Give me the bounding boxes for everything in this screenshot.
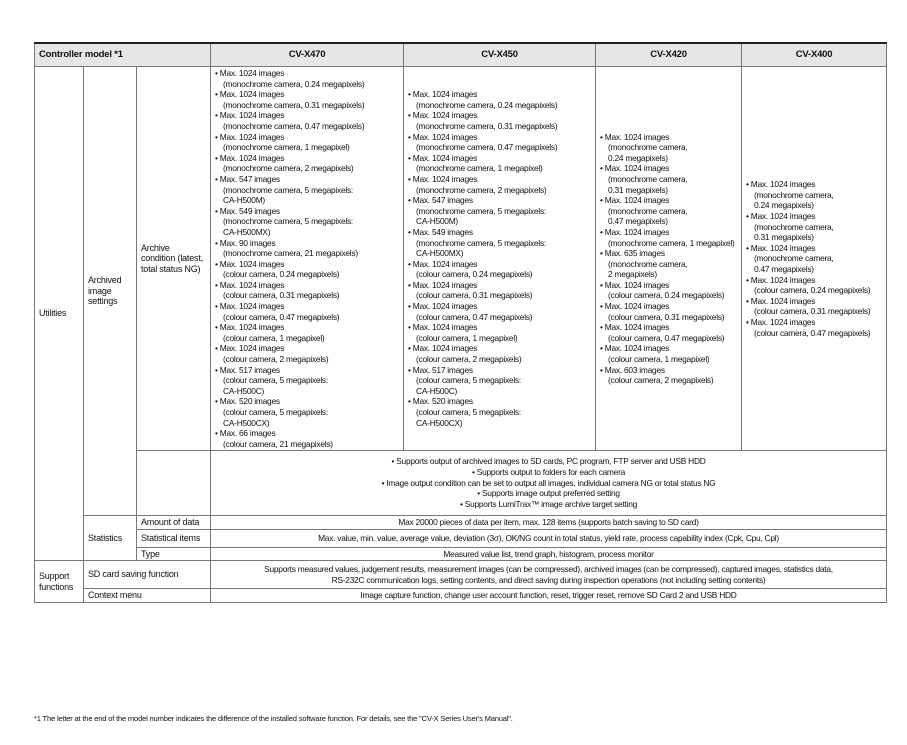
list-item-line: CA-H500M) <box>223 195 265 206</box>
archive-common-list <box>215 456 882 509</box>
cv-x450-archive-cell <box>404 67 596 451</box>
list-item-line: (monochrome camera, <box>608 142 688 153</box>
list-item <box>408 343 591 364</box>
list-item-line: Max. 517 images <box>412 364 473 375</box>
model-cv-x470: CV-X470 <box>211 43 404 67</box>
list-item-line: CA-H500MX) <box>223 226 271 237</box>
statistics-row-items <box>35 529 887 547</box>
list-item-line: Max. 1024 images <box>219 110 285 121</box>
list-item-line: Max. 547 images <box>219 173 280 184</box>
list-item <box>408 396 591 428</box>
list-item <box>408 132 591 153</box>
list-item-line: (monochrome camera, 2 megapixels) <box>223 163 354 174</box>
archived-image-settings-label: Archived image settings <box>84 67 137 516</box>
list-item-line: CA-H500C) <box>223 385 265 396</box>
model-cv-x400: CV-X400 <box>742 43 887 67</box>
list-item-line: Max. 1024 images <box>750 274 816 285</box>
list-item-line: Max. 1024 images <box>750 179 816 190</box>
archive-condition-row <box>35 67 887 451</box>
list-item-line: Max. 1024 images <box>604 226 670 237</box>
list-item <box>746 211 882 243</box>
archive-common-row <box>35 451 887 516</box>
list-item <box>600 132 737 164</box>
list-item-line: (colour camera, 0.24 megapixels) <box>754 285 871 296</box>
type-value: Measured value list, trend graph, histogram, process monitor <box>211 547 887 561</box>
list-item-line: Max. 1024 images <box>412 322 478 333</box>
list-item-line: (monochrome camera, 0.24 megapixels) <box>223 78 365 89</box>
list-item-line: (monochrome camera, 5 megapixels: <box>223 184 354 195</box>
list-item-line: (colour camera, 1 megapixel) <box>608 354 710 365</box>
archive-condition-label: Archive condition (latest, total status NG) <box>137 67 211 451</box>
list-item-line: CA-H500CX) <box>416 417 463 428</box>
list-item <box>215 68 399 89</box>
list-item <box>215 396 399 428</box>
list-item <box>215 89 399 110</box>
list-item <box>746 243 882 275</box>
list-item <box>215 280 399 301</box>
list-item-line: (monochrome camera, <box>754 253 834 264</box>
sd-card-line-1: Supports measured values, judgement results, measurement images (can be compressed), archived images (can be compressed), captured images, statistics data, <box>264 564 833 575</box>
list-item-line: Max. 1024 images <box>219 301 285 312</box>
statistical-items-value: Max. value, min. value, average value, deviation (3σ), OK/NG count in total status, yield rate, process capability index (Cpk, Cpu, Cpl) <box>211 529 887 547</box>
controller-model-label: Controller model *1 <box>35 43 211 67</box>
statistics-row-type <box>35 547 887 561</box>
list-item <box>600 163 737 195</box>
model-cv-x450: CV-X450 <box>404 43 596 67</box>
list-item-line: Max. 1024 images <box>412 258 478 269</box>
list-item: • Supports output to folders for each camera <box>215 467 882 478</box>
statistical-items-label: Statistical items <box>137 529 211 547</box>
spec-table <box>34 42 887 603</box>
list-item-line: Max. 1024 images <box>604 279 670 290</box>
list-item-line: (colour camera, 0.47 megapixels) <box>608 332 725 343</box>
list-item-line: 2 megapixels) <box>608 269 657 280</box>
list-item <box>215 365 399 397</box>
list-item-line: Max. 1024 images <box>604 322 670 333</box>
list-item-line: (colour camera, 5 megapixels: <box>223 407 328 417</box>
header-row <box>35 43 887 67</box>
list-item-line: (colour camera, 21 megapixels) <box>223 438 333 449</box>
list-item-line: (colour camera, 5 megapixels: <box>416 375 521 386</box>
cv-x470-archive-cell <box>211 67 404 451</box>
list-item <box>215 153 399 174</box>
list-item-line: Max. 1024 images <box>219 152 285 163</box>
context-menu-value: Image capture function, change user account function, reset, trigger reset, remove SD Card 2 and USB HDD <box>211 589 887 603</box>
list-item-line: (monochrome camera, <box>608 173 688 184</box>
cv-x400-archive-list <box>746 179 882 338</box>
list-item <box>408 301 591 322</box>
list-item-line: (monochrome camera, 0.31 megapixels) <box>416 120 558 131</box>
list-item-line: Max. 1024 images <box>219 322 285 333</box>
list-item: • Supports output of archived images to SD cards, PC program, FTP server and USB HDD <box>215 456 882 467</box>
list-item <box>746 317 882 338</box>
list-item-line: Max. 1024 images <box>219 343 285 354</box>
list-item-line: (monochrome camera, 5 megapixels: <box>416 205 547 216</box>
list-item-line: (monochrome camera, <box>754 189 834 200</box>
list-item <box>408 259 591 280</box>
cv-x450-archive-list <box>408 89 591 428</box>
type-label: Type <box>137 547 211 561</box>
list-item-line: (colour camera, 0.31 megapixels) <box>608 311 725 322</box>
list-item <box>215 132 399 153</box>
empty-label-cell <box>137 451 211 516</box>
list-item <box>600 227 737 248</box>
list-item-line: 0.47 megapixels) <box>608 216 668 227</box>
list-item-line: (monochrome camera, <box>754 221 834 232</box>
list-item: • Supports image output preferred setting <box>215 488 882 499</box>
list-item-line: (colour camera, 0.24 megapixels) <box>416 269 533 280</box>
list-item <box>408 174 591 195</box>
list-item-line: (colour camera, 0.24 megapixels) <box>608 290 725 301</box>
list-item-line: CA-H500C) <box>416 385 458 396</box>
list-item-line: Max. 1024 images <box>750 295 816 306</box>
list-item <box>746 275 882 296</box>
list-item-line: (colour camera, 1 megapixel) <box>416 332 518 343</box>
list-item <box>215 110 399 131</box>
list-item-line: (colour camera, 0.31 megapixels) <box>754 306 871 317</box>
list-item-line: (monochrome camera, 1 megapixel) <box>223 142 350 153</box>
list-item <box>408 110 591 131</box>
list-item-line: Max. 1024 images <box>412 89 478 100</box>
list-item-line: Max. 520 images <box>412 396 473 407</box>
list-item <box>408 322 591 343</box>
context-menu-row <box>35 589 887 603</box>
list-item-line: Max. 1024 images <box>604 301 670 312</box>
list-item-line: (monochrome camera, 21 megapixels) <box>223 248 358 259</box>
list-item-line: (monochrome camera, <box>608 205 688 216</box>
list-item-line: CA-H500CX) <box>223 417 270 428</box>
list-item-line: (colour camera, 2 megapixels) <box>608 375 714 386</box>
list-item-line: (monochrome camera, 1 megapixel) <box>416 163 543 174</box>
list-item-line: Max. 1024 images <box>219 258 285 269</box>
list-item-line: (monochrome camera, 0.24 megapixels) <box>416 99 558 110</box>
list-item <box>408 195 591 227</box>
list-item-line: (colour camera, 1 megapixel) <box>223 332 325 343</box>
list-item <box>600 195 737 227</box>
list-item <box>215 343 399 364</box>
list-item-line: Max. 520 images <box>219 396 280 407</box>
list-item-line: (monochrome camera, 5 megapixels: <box>223 216 354 227</box>
list-item <box>215 301 399 322</box>
list-item-line: Max. 1024 images <box>412 131 478 142</box>
archive-common-cell <box>211 451 887 516</box>
list-item-line: (colour camera, 5 megapixels: <box>416 407 521 417</box>
list-item-line: Max. 1024 images <box>219 279 285 290</box>
list-item-line: 0.31 megapixels) <box>608 184 668 195</box>
utilities-label: Utilities <box>35 67 84 561</box>
list-item-line: 0.24 megapixels) <box>754 200 814 211</box>
list-item: • Image output condition can be set to output all images, individual camera NG or total status NG <box>215 478 882 489</box>
list-item-line: Max. 549 images <box>219 205 280 216</box>
list-item-line: CA-H500M) <box>416 216 458 227</box>
list-item-line: CA-H500MX) <box>416 248 464 259</box>
list-item-line: (colour camera, 0.31 megapixels) <box>416 290 533 301</box>
list-item <box>600 365 737 386</box>
footnote: *1 The letter at the end of the model number indicates the difference of the installed software function. For details, see the "CV-X Series User's Manual". <box>34 714 513 723</box>
list-item <box>215 259 399 280</box>
statistics-row-amount <box>35 516 887 530</box>
list-item-line: (colour camera, 0.47 megapixels) <box>223 311 340 322</box>
list-item-line: (colour camera, 0.31 megapixels) <box>223 290 340 301</box>
list-item-line: Max. 635 images <box>604 248 665 259</box>
statistics-label: Statistics <box>84 516 137 561</box>
list-item-line: (colour camera, 2 megapixels) <box>223 354 329 365</box>
sd-card-row <box>35 561 887 589</box>
support-functions-label: Support functions <box>35 561 84 603</box>
cv-x420-archive-list <box>600 132 737 386</box>
list-item-line: (colour camera, 0.24 megapixels) <box>223 269 340 280</box>
list-item-line: (colour camera, 0.47 megapixels) <box>416 311 533 322</box>
list-item-line: Max. 547 images <box>412 195 473 206</box>
list-item-line: (colour camera, 2 megapixels) <box>416 354 522 365</box>
list-item-line: Max. 1024 images <box>219 131 285 142</box>
list-item-line: (monochrome camera, 5 megapixels: <box>416 237 547 248</box>
list-item-line: Max. 1024 images <box>412 110 478 121</box>
sd-card-line-2: RS-232C communication logs, setting contents, and direct saving during inspection operations (not including setting contents) <box>331 574 766 585</box>
list-item-line: Max. 517 images <box>219 364 280 375</box>
list-item-line: (colour camera, 5 megapixels: <box>223 375 328 386</box>
list-item <box>600 322 737 343</box>
list-item <box>600 301 737 322</box>
list-item-line: Max. 549 images <box>412 226 473 237</box>
list-item-line: Max. 603 images <box>604 364 665 375</box>
list-item-line: Max. 1024 images <box>604 195 670 206</box>
list-item-line: Max. 1024 images <box>750 211 816 222</box>
list-item-line: Max. 1024 images <box>604 131 670 142</box>
list-item-line: Max. 1024 images <box>750 242 816 253</box>
list-item <box>408 89 591 110</box>
list-item <box>408 227 591 259</box>
list-item-line: (monochrome camera, 0.47 megapixels) <box>416 142 558 153</box>
list-item-line: (monochrome camera, <box>608 258 688 269</box>
list-item-line: (monochrome camera, 0.31 megapixels) <box>223 99 365 110</box>
cv-x420-archive-cell <box>596 67 742 451</box>
list-item <box>600 248 737 280</box>
model-cv-x420: CV-X420 <box>596 43 742 67</box>
list-item-line: Max. 1024 images <box>412 279 478 290</box>
list-item <box>215 238 399 259</box>
list-item-line: (monochrome camera, 2 megapixels) <box>416 184 547 195</box>
list-item-line: (monochrome camera, 0.47 megapixels) <box>223 120 365 131</box>
list-item-line: 0.47 megapixels) <box>754 263 814 274</box>
cv-x400-archive-cell <box>742 67 887 451</box>
context-menu-label: Context menu <box>84 589 211 603</box>
list-item-line: (monochrome camera, 1 megapixel) <box>608 237 735 248</box>
list-item-line: Max. 1024 images <box>412 152 478 163</box>
list-item-line: Max. 1024 images <box>412 301 478 312</box>
list-item <box>215 206 399 238</box>
cv-x470-archive-list <box>215 68 399 449</box>
list-item-line: Max. 1024 images <box>604 163 670 174</box>
list-item <box>746 179 882 211</box>
list-item-line: Max. 66 images <box>219 428 276 439</box>
list-item <box>408 280 591 301</box>
amount-of-data-label: Amount of data <box>137 516 211 530</box>
list-item-line: Max. 1024 images <box>412 173 478 184</box>
sd-card-saving-value <box>211 561 887 589</box>
list-item <box>746 296 882 317</box>
list-item-line: 0.24 megapixels) <box>608 152 668 163</box>
amount-of-data-value: Max 20000 pieces of data per item, max. 128 items (supports batch saving to SD card) <box>211 516 887 530</box>
list-item: • Supports LumiTrax™ image archive target setting <box>215 499 882 510</box>
list-item-line: Max. 1024 images <box>219 68 285 78</box>
list-item-line: 0.31 megapixels) <box>754 232 814 243</box>
list-item <box>215 174 399 206</box>
list-item-line: Max. 90 images <box>219 237 276 248</box>
list-item-line: Max. 1024 images <box>604 343 670 354</box>
list-item-line: Max. 1024 images <box>412 343 478 354</box>
list-item-line: Max. 1024 images <box>219 89 285 100</box>
sd-card-saving-label: SD card saving function <box>84 561 211 589</box>
list-item <box>408 153 591 174</box>
list-item-line: (colour camera, 0.47 megapixels) <box>754 327 871 338</box>
list-item-line: Max. 1024 images <box>750 316 816 327</box>
list-item <box>215 322 399 343</box>
list-item <box>408 365 591 397</box>
list-item <box>215 428 399 449</box>
list-item <box>600 280 737 301</box>
list-item <box>600 343 737 364</box>
